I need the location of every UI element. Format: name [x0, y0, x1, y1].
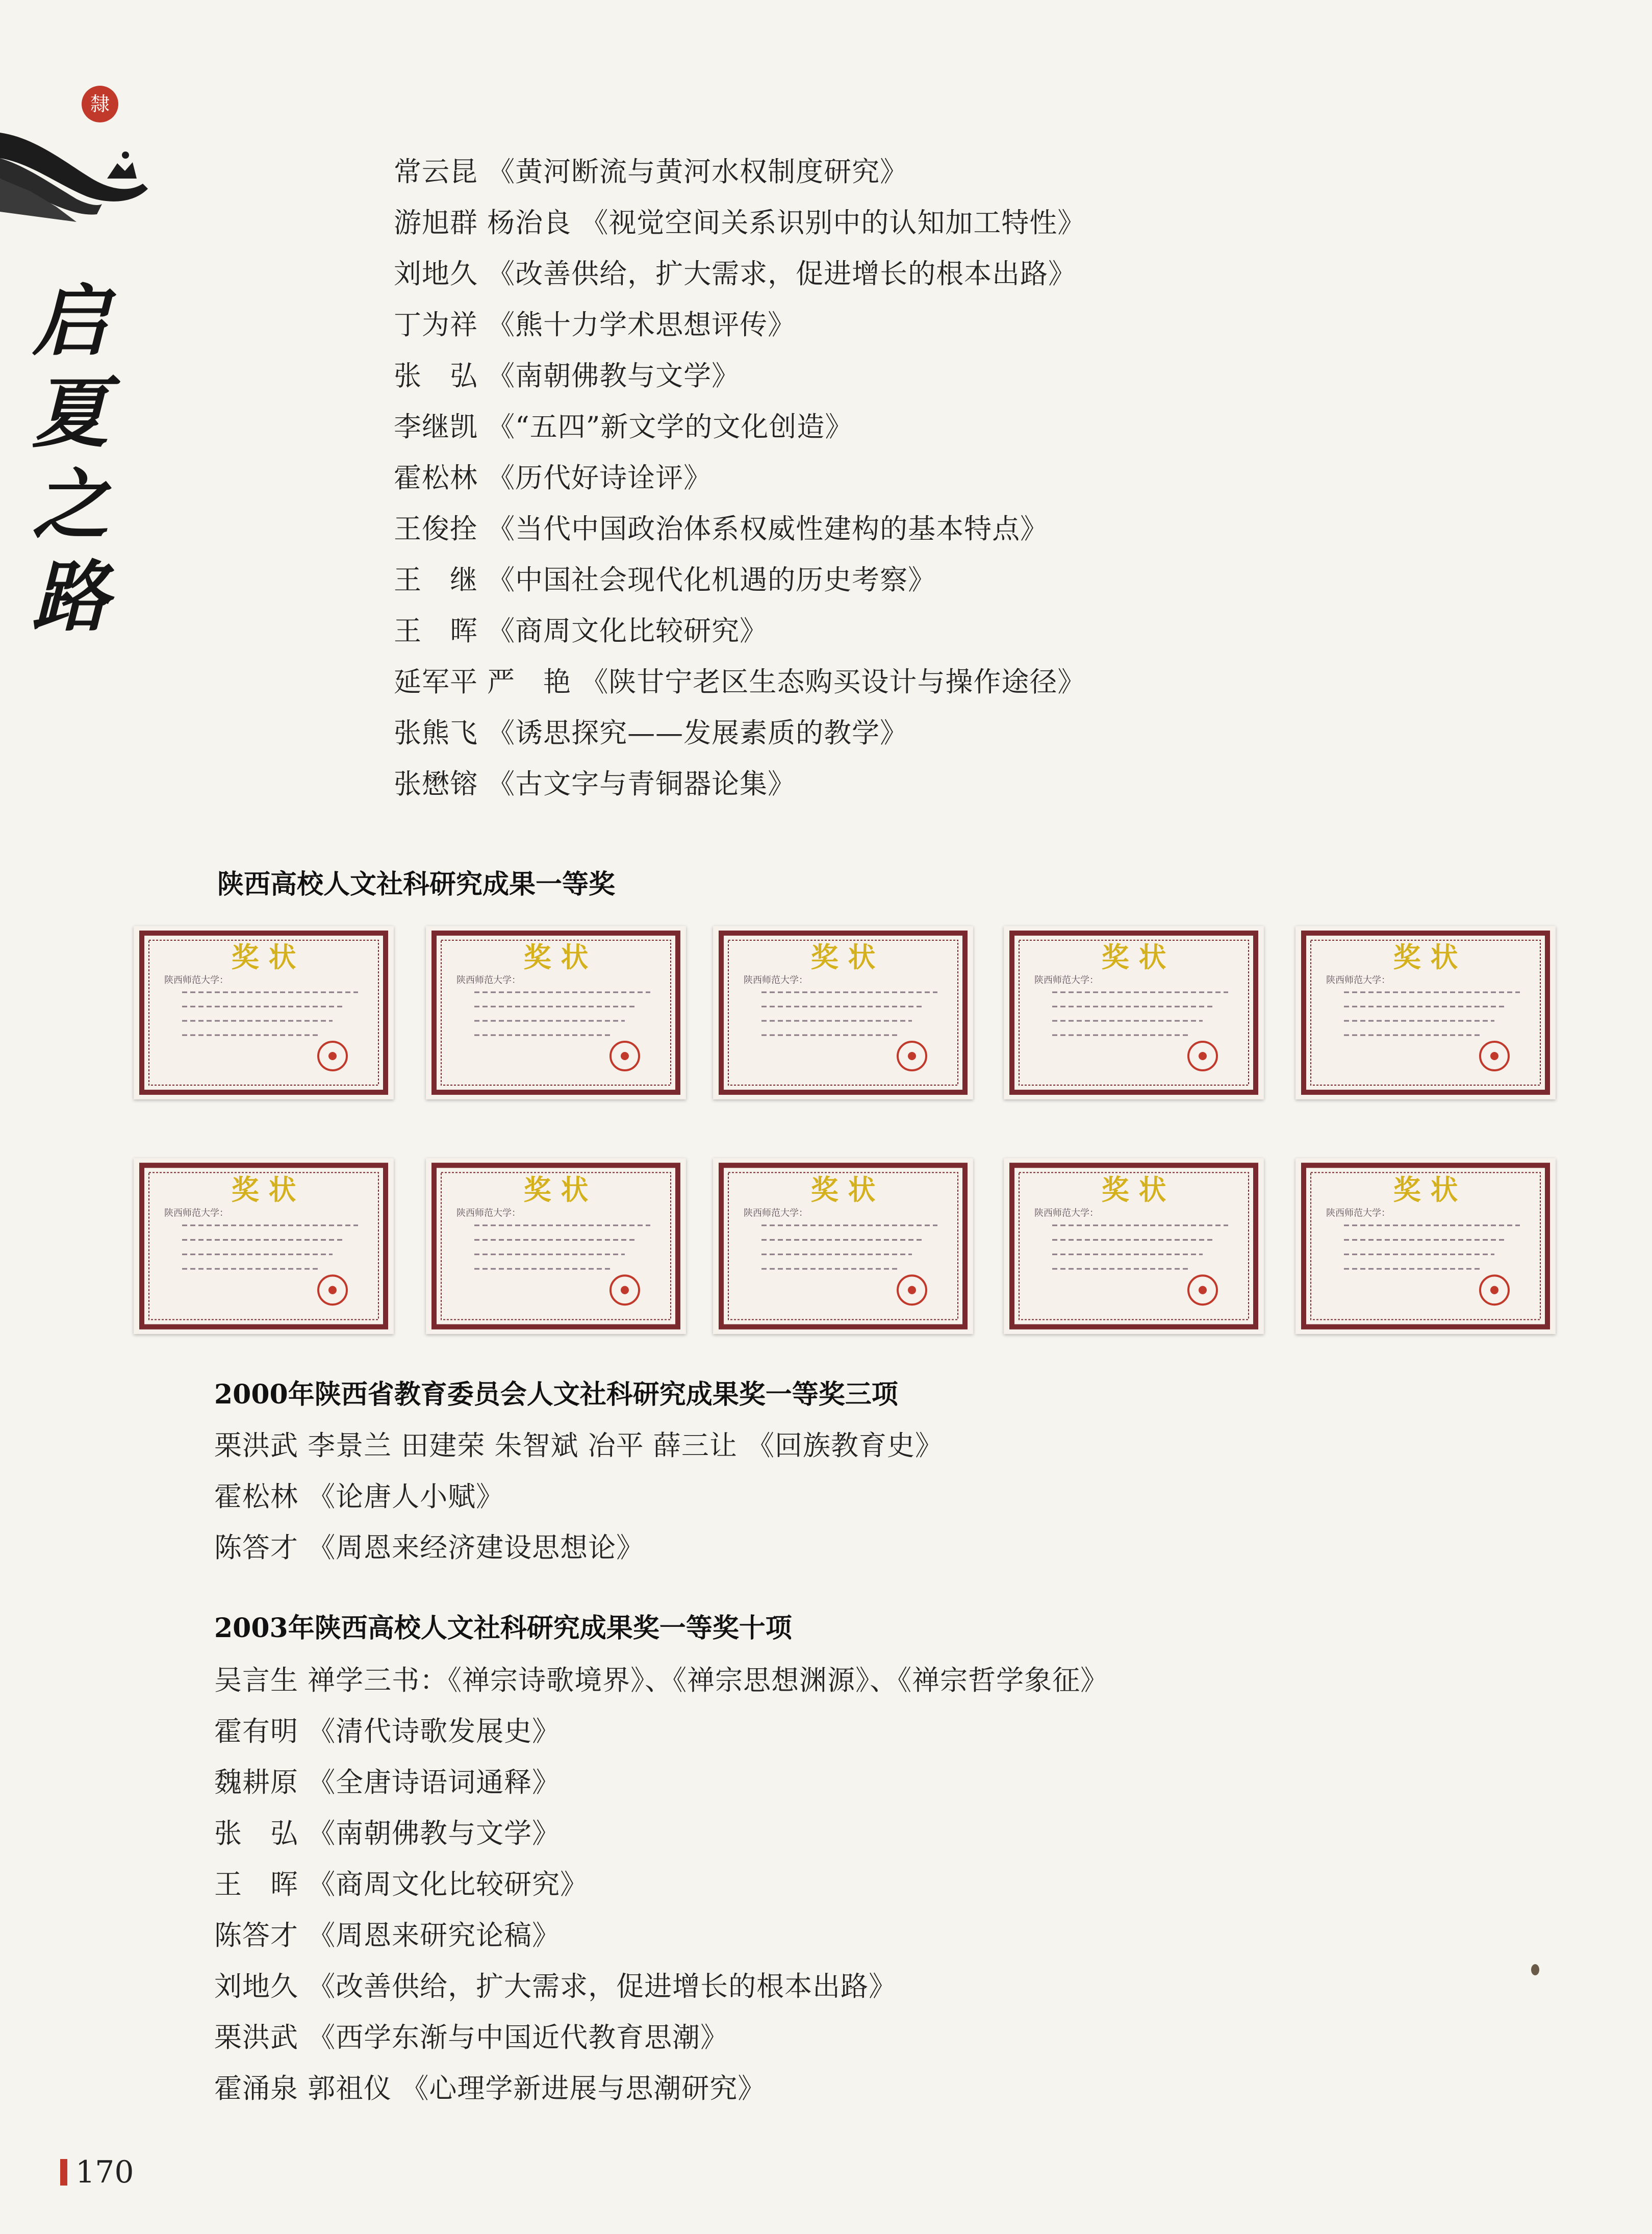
- list-item: 王 继 《中国社会现代化机遇的历史考察》: [394, 564, 936, 596]
- list-item: 霍松林 《历代好诗诠评》: [394, 462, 712, 494]
- certificate-salutation: 陕西师范大学：: [1326, 975, 1390, 986]
- list-item: 霍涌泉 郭祖仪 《心理学新进展与思潮研究》: [214, 2072, 766, 2104]
- certificate-salutation: 陕西师范大学：: [456, 975, 521, 986]
- list-item: 魏耕原 《全唐诗语词通释》: [214, 1766, 561, 1798]
- list-item: 霍松林 《论唐人小赋》: [214, 1480, 504, 1513]
- certificate-salutation: 陕西师范大学：: [1326, 1208, 1390, 1219]
- list-item: 常云昆 《黄河断流与黄河水权制度研究》: [394, 156, 908, 188]
- roof-eave-illustration: [0, 102, 153, 235]
- certificate-image: [134, 1158, 394, 1334]
- list-item: 张 弘 《南朝佛教与文学》: [214, 1817, 561, 1849]
- certificate-title: 奖 状: [231, 941, 296, 973]
- certificate-salutation: 陕西师范大学：: [1034, 975, 1099, 986]
- certificate-salutation: 陕西师范大学：: [744, 1208, 808, 1219]
- certificate-thumbnail: [1295, 926, 1556, 1099]
- certificate-title: 奖 状: [1101, 941, 1166, 973]
- certificate-thumbnail: [713, 1158, 973, 1334]
- title-char: 路: [32, 552, 109, 642]
- gallery-heading: 陕西高校人文社科研究成果一等奖: [217, 869, 616, 900]
- certificate-salutation: 陕西师范大学：: [744, 975, 808, 986]
- title-char: 夏: [32, 368, 109, 458]
- list-item: 李继凯 《“五四”新文学的文化创造》: [394, 411, 853, 443]
- list-item: 延军平 严 艳 《陕甘宁老区生态购买设计与操作途径》: [394, 666, 1086, 698]
- certificate-image: [713, 926, 973, 1099]
- title-char: 之: [32, 460, 109, 550]
- list-item: 陈答才 《周恩来研究论稿》: [214, 1919, 561, 1951]
- list-item: 吴言生 禅学三书：《禅宗诗歌境界》、《禅宗思想渊源》、《禅宗哲学象征》: [214, 1664, 1109, 1696]
- list-item: 王 晖 《商周文化比较研究》: [394, 615, 768, 647]
- certificate-image: [713, 1158, 973, 1334]
- page-number-marker: [60, 2159, 67, 2186]
- certificate-title: 奖 状: [810, 1173, 876, 1207]
- certificate-salutation: 陕西师范大学：: [456, 1208, 521, 1219]
- list-item: 王 晖 《商周文化比较研究》: [214, 1868, 589, 1900]
- list-item: 张 弘 《南朝佛教与文学》: [394, 360, 740, 392]
- page-number: 170: [75, 2154, 134, 2190]
- list-item: 丁为祥 《熊十力学术思想评传》: [394, 309, 796, 341]
- certificate-thumbnail: [713, 926, 973, 1099]
- certificate-title: 奖 状: [231, 1173, 296, 1207]
- section-2003-heading: 2003年陕西高校人文社科研究成果奖一等奖十项: [214, 1613, 792, 1644]
- list-item: 刘地久 《改善供给，扩大需求，促进增长的根本出路》: [214, 1970, 897, 2002]
- certificate-title: 奖 状: [523, 941, 589, 973]
- certificate-title: 奖 状: [523, 1173, 589, 1207]
- certificate-image: [1295, 926, 1556, 1099]
- certificate-title: 奖 状: [1393, 941, 1458, 973]
- list-item: 刘地久 《改善供给，扩大需求，促进增长的根本出路》: [394, 258, 1077, 290]
- list-item: 陈答才 《周恩来经济建设思想论》: [214, 1532, 645, 1564]
- certificate-title: 奖 状: [1101, 1173, 1166, 1207]
- certificate-title: 奖 状: [810, 941, 876, 973]
- list-item: 栗洪武 李景兰 田建荣 朱智斌 冶平 薛三让 《回族教育史》: [214, 1429, 943, 1462]
- section-2000-heading: 2000年陕西省教育委员会人文社科研究成果奖一等奖三项: [214, 1379, 898, 1410]
- list-item: 霍有明 《清代诗歌发展史》: [214, 1715, 561, 1747]
- list-item: 王俊拴 《当代中国政治体系权威性建构的基本特点》: [394, 513, 1049, 545]
- certificate-image: [1004, 926, 1264, 1099]
- certificate-salutation: 陕西师范大学：: [164, 1208, 228, 1219]
- print-speck: [1531, 1964, 1539, 1975]
- certificate-salutation: 陕西师范大学：: [164, 975, 228, 986]
- certificate-thumbnail: [134, 926, 394, 1099]
- seal-char: 隸: [90, 93, 110, 115]
- certificate-image: [426, 926, 686, 1099]
- certificate-title: 奖 状: [1393, 1173, 1458, 1207]
- certificate-image: [134, 926, 394, 1099]
- certificate-thumbnail: [1004, 926, 1264, 1099]
- certificate-thumbnail: [426, 1158, 686, 1334]
- certificate-image: [1004, 1158, 1264, 1334]
- list-item: 张熊飞 《诱思探究——发展素质的教学》: [394, 717, 908, 749]
- certificate-image: [1295, 1158, 1556, 1334]
- certificate-thumbnail: [1004, 1158, 1264, 1334]
- title-char: 启: [32, 277, 109, 366]
- list-item: 栗洪武 《西学东渐与中国近代教育思潮》: [214, 2021, 729, 2053]
- certificate-salutation: 陕西师范大学：: [1034, 1208, 1099, 1219]
- list-item: 张懋镕 《古文字与青铜器论集》: [394, 768, 796, 800]
- list-item: 游旭群 杨治良 《视觉空间关系识别中的认知加工特性》: [394, 207, 1086, 239]
- certificate-thumbnail: [426, 926, 686, 1099]
- certificate-thumbnail: [134, 1158, 394, 1334]
- certificate-image: [426, 1158, 686, 1334]
- vertical-calligraphy-title: [24, 275, 116, 643]
- certificate-thumbnail: [1295, 1158, 1556, 1334]
